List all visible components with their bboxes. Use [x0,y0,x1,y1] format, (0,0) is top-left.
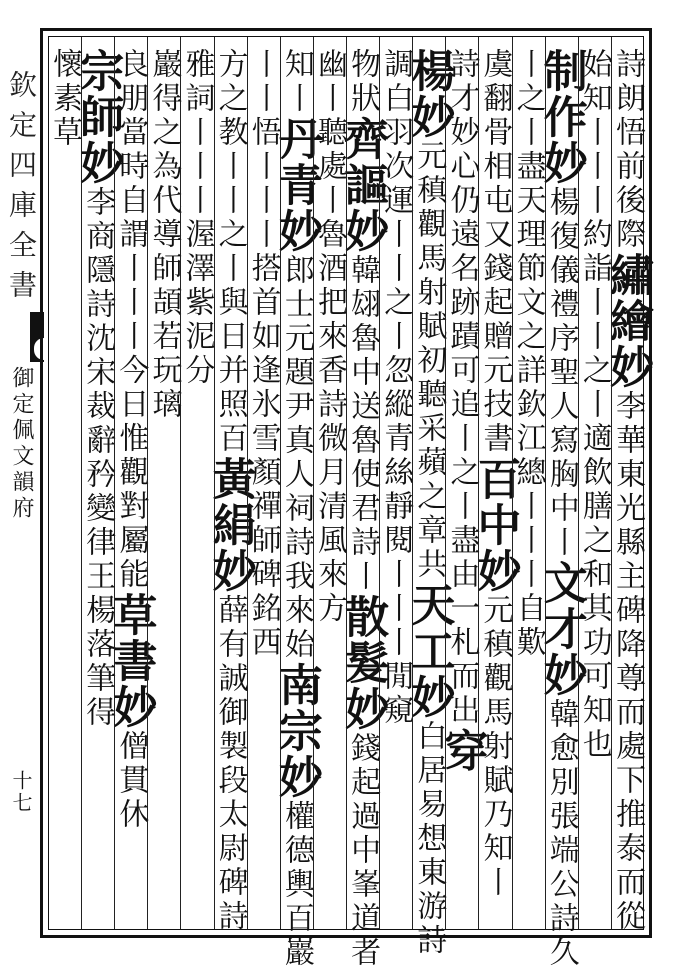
column-rule [214,37,215,929]
column-rule [147,37,148,929]
text-segment: 靜閱丨丨丨閒窺 [378,490,414,728]
column-rule [247,37,248,929]
text-column [436,48,488,918]
headword: 穿 [436,728,488,774]
text-segment: 韓翃魯中送魯使君詩丨 [345,254,381,594]
column-rule [313,37,314,929]
headword: 文才妙 [535,560,587,698]
text-segment: 巖得之為代導師頡若玩璃 [146,48,182,422]
text-segment: 白居易想東游詩 [411,720,447,958]
headword: 黃絹妙 [204,456,256,594]
text-segment: 丨之丨盡由一札而出 [444,422,480,728]
text-segment: 丨之丨盡天理節文之詳 [510,48,546,388]
text-segment: 欽江總丨丨丨自歎 [510,388,546,660]
headword: 丹青妙 [270,116,322,254]
column-rule [445,37,446,929]
text-segment: 調白羽次運丨丨之丨忽縱青絲 [378,48,414,490]
text-column [270,48,322,970]
text-segment: 幽 [311,48,347,82]
headword: 繡繪妙 [601,252,653,390]
text-segment: 禪師碑銘西 [245,490,281,660]
text-segment: 楊復儀禮序聖人寫胸中丨 [543,186,579,560]
text-segment: 百 [212,422,248,456]
column-rule [412,37,413,929]
headword: 天工妙 [403,582,455,720]
column-rule [578,37,579,929]
headword: 楊妙 [403,48,455,140]
column-rule [346,37,347,929]
text-column [180,48,213,918]
column-rule [280,37,281,929]
headword: 宗師妙 [72,48,124,186]
text-column [469,48,521,918]
text-segment: 物狀 [345,48,381,116]
text-segment: 始知丨丨丨 [576,48,612,218]
column-rule [180,37,181,929]
text-column [72,48,124,918]
text-segment: 韓愈別張端公詩久 [543,698,579,970]
headword: 百中妙 [469,456,521,594]
text-segment: 丨丨悟丨丨丨搭首如逢氷雪顏 [245,48,281,490]
headword: 齊謳妙 [337,116,389,254]
text-segment: 李商隱詩沈宋裁辭矜變律王楊落筆得 [80,186,116,730]
headword: 南宗妙 [270,662,322,800]
text-segment: 良朋當時自謂丨丨丨今日惟觀對屬能 [113,48,149,592]
text-column [48,48,81,918]
text-column [535,48,587,970]
text-segment: 僧貫休 [113,730,149,832]
text-segment: 懷素草 [47,48,83,150]
headword: 散髮妙 [337,594,389,732]
text-column [403,48,455,958]
column-rule [114,37,115,929]
running-title: 御定佩文韻府 [9,366,34,522]
left-margin [0,30,40,930]
column-rule [379,37,380,929]
text-column [204,48,256,934]
text-segment: 元稹觀馬射賦初聽采蘋之章共 [411,140,447,582]
text-segment: 權德輿百巖 [278,800,314,970]
text-segment: 詩朗悟前後際 [609,48,645,252]
text-column [601,48,653,934]
column-rule [81,37,82,929]
text-segment: 雅詞丨丨丨渥澤紫泥分 [179,48,215,388]
text-segment: 李華東光縣主碑降尊而處下推泰而從 [609,390,645,934]
text-segment: 詩才妙心仍遠名跡蹟可追 [444,48,480,422]
headword: 草書妙 [105,592,157,730]
page-number: 十七 [9,770,33,814]
text-segment: 約詣丨丨之丨適飲膳之和其功可知也 [576,218,612,762]
text-segment: 丨聽處丨魯酒把來香 [311,82,347,388]
text-segment: 方之教丨丨之丨與日并照 [212,48,248,422]
text-segment: 元稹觀馬射賦乃知丨 [477,594,513,900]
text-column [337,48,389,970]
text-segment: 詩微月清風來方 [311,388,347,626]
column-rule [611,37,612,929]
column-rule [512,37,513,929]
headword: 制作妙 [535,48,587,186]
text-segment: 錢起過中峯道者 [345,732,381,970]
column-rule [478,37,479,929]
column-rule [545,37,546,929]
text-segment: 薛有誠御製段太尉碑詩 [212,594,248,934]
text-segment: 郎士元題尹真人祠詩我來始 [278,254,314,662]
book-title: 欽定四庫全書 [5,70,38,310]
text-column [147,48,180,918]
text-segment: 知丨 [278,48,314,116]
text-segment: 虞翻骨相屯又錢起贈元技書 [477,48,513,456]
